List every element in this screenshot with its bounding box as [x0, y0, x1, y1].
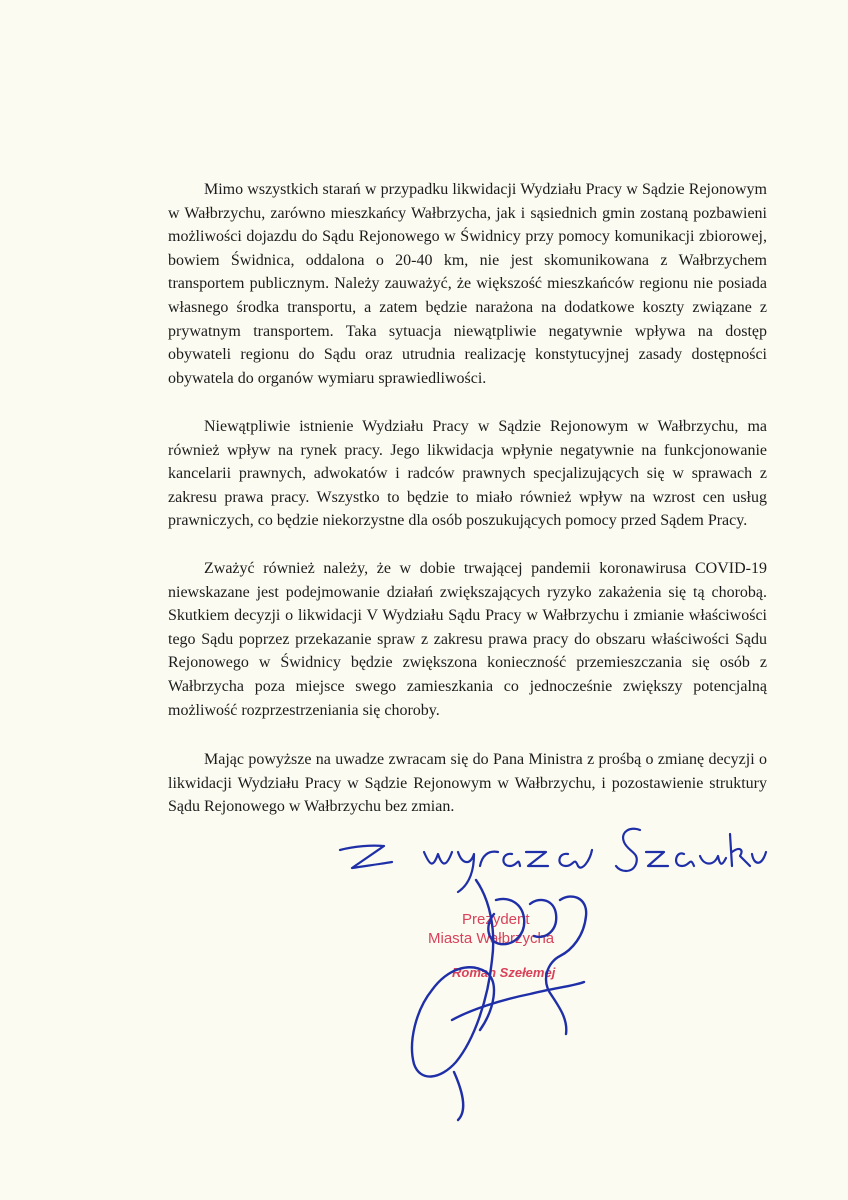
stamp-title: Prezydent: [462, 911, 530, 928]
stamp-name: Roman Szełemej: [452, 965, 556, 980]
paragraph-1: Mimo wszystkich starań w przypadku likwidacji Wydziału Pracy w Sądzie Rejonowym w Wałbrzychu, zarówno mieszkańcy Wałbrzycha, jak i sąsiednich gmin zostaną pozbawieni możliwości dojazdu do Sądu Rejonowego w Świdnicy przy pomocy komunikacji zbiorowej, bowiem Świdnica, oddalona o 20-40 km, nie jest skomunikowana z Wałbrzychem transportem publicznym. Należy zauważyć, że większość mieszkańców regionu nie posiada własnego środka transportu, a zatem będzie narażona na dodatkowe koszty związane z prywatnym transportem. Taka sytuacja niewątpliwie negatywnie wpływa na dostęp obywateli regionu do Sądu oraz utrudnia realizację konstytucyjnej zasady dostępności obywatela do organów wymiaru sprawiedliwości.: [168, 181, 767, 387]
stamp-city: Miasta Wałbrzycha: [428, 930, 555, 947]
paragraph-2: Niewątpliwie istnienie Wydziału Pracy w Sądzie Rejonowym w Wałbrzychu, ma również wpływ na rynek pracy. Jego likwidacja wpłynie negatywnie na funkcjonowanie kancelarii prawnych, adwokatów i radców prawnych specjalizujących się w sprawach z zakresu prawa pracy. Wszystko to będzie to miało również wpływ na wzrost cen usług prawniczych, co będzie niekorzystne dla osób poszukujących pomocy przed Sądem Pracy.: [168, 418, 767, 530]
paragraph-4: Mając powyższe na uwadze zwracam się do Pana Ministra z prośbą o zmianę decyzji o likwidacji Wydziału Pracy w Sądzie Rejonowym w Wałbrzychu, i pozostawienie struktury Sądu Rejonowego w Wałbrzychu bez zmian.: [168, 751, 767, 816]
paragraph-3: Zważyć również należy, że w dobie trwającej pandemii koronawirusa COVID-19 niewskazane jest podejmowanie działań zwiększających ryzyko zakażenia się tą chorobą. Skutkiem decyzji o likwidacji V Wydziału Sądu Pracy w Wałbrzychu i zmianie właściwości tego Sądu poprzez przekazanie spraw z zakresu prawa pracy do obszaru właściwości Sądu Rejonowego w Świdnicy będzie zwiększona konieczność przemieszczania się osób z Wałbrzycha poza miejsce swego zamieszkania co jednocześnie zwiększy potencjalną możliwość rozprzestrzeniania się choroby.: [168, 560, 767, 719]
